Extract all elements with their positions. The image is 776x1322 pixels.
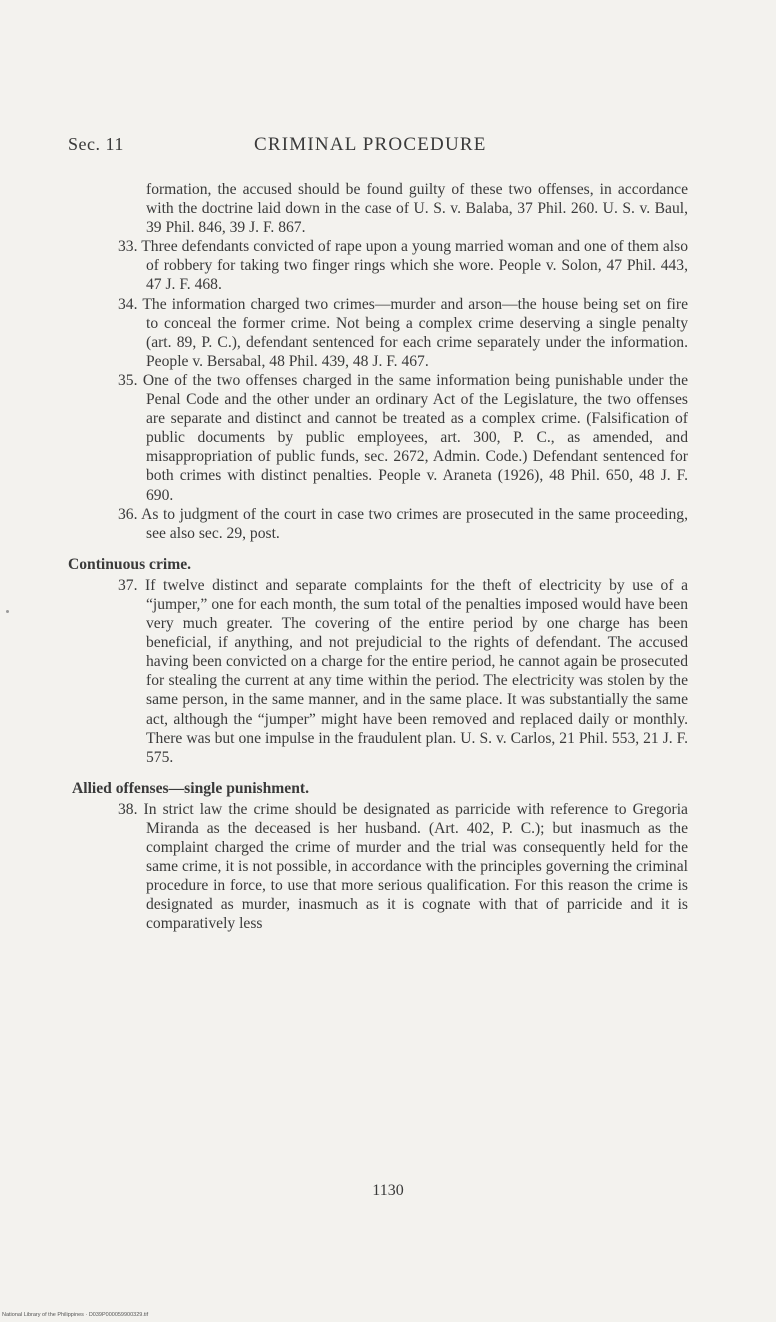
scan-footer: National Library of the Philippines · D039P000059900329.tif [2,1312,149,1318]
running-title: CRIMINAL PROCEDURE [254,134,487,155]
item-text: As to judgment of the court in case two crimes are prosecuted in the same proceeding, see also sec. 29, post. [141,505,688,542]
numbered-paragraph-36 [68,505,688,543]
page-number: 1130 [372,1182,404,1199]
body-text [68,180,688,934]
item-number: 33. [118,238,138,256]
item-number: 36. [118,505,138,523]
continuation-paragraph: formation, the accused should be found guilty of these two offenses, in accordance with the doctrine laid down in the case of U. S. v. Balaba, 37 Phil. 260. U. S. v. Baul, 39 Phil. 846, 39 J. F. 867. [146,181,688,237]
section-heading-allied-offenses: Allied offenses—single punishment. [72,779,309,797]
item-text: The information charged two crimes—murder and arson—the house being set on fire to conceal the former crime. Not being a complex crime deserving a single penalty (art. 89, P. C.), defendant sentenced for each crime separately under the information. People v. Bersabal, 48 Phil. 439, 48 J. F. 467. [142,295,688,370]
running-header [68,134,688,160]
numbered-paragraph-38 [68,800,688,934]
item-text: One of the two offenses charged in the same information being punishable under the Penal Code and the other under an ordinary Act of the Legislature, the two offenses are separate and distinct and cannot be treated as a complex crime. (Falsification of public documents by public employees, art. 300, P. C., as amended, and misappropriation of public funds, sec. 2672, Admin. Code.) Defendant sentenced for both crimes with distinct penalties. People v. Araneta (1926), 48 Phil. 650, 48 J. F. 690. [142,371,688,504]
item-text: Three defendants convicted of rape upon a young married woman and one of them also of robbery for taking two finger rings which she wore. People v. Solon, 47 Phil. 443, 47 J. F. 468. [141,238,688,294]
item-number: 34. [118,295,138,313]
scan-speck [6,610,9,613]
item-text: In strict law the crime should be designated as parricide with reference to Gregoria Miranda as the deceased is her husband. (Art. 402, P. C.); but inasmuch as the complaint charged the crime of murder and the trial was consequently held for the same crime, it is not possible, in accordance with the principles governing the criminal procedure in force, to use that more serious qualification. For this reason the crime is designated as murder, inasmuch as it is cognate with that of parricide and it is comparatively less [143,800,688,933]
numbered-paragraph-34 [68,295,688,371]
item-number: 37. [118,576,138,594]
section-label: Sec. 11 [68,134,124,154]
numbered-paragraph-37 [68,576,688,767]
item-number: 38. [118,800,138,818]
numbered-paragraph-35 [68,371,688,505]
numbered-paragraph-33 [68,237,688,294]
item-text: If twelve distinct and separate complaints for the theft of electricity by use of a “jumper,” one for each month, the sum total of the penalties imposed would have been very much greater. The covering of the entire period by one charge has been beneficial, if anything, and not prejudicial to the rights of defendant. The accused having been convicted on a charge for the entire period, he cannot again be prosecuted for stealing the current at any time within the period. The electricity was stolen by the same person, in the same manner, and in the same place. It was substantially the same act, although the “jumper” might have been removed and replaced daily or monthly. There was but one impulse in the fraudulent plan. U. S. v. Carlos, 21 Phil. 553, 21 J. F. 575. [145,576,688,766]
item-number: 35. [118,371,138,389]
section-heading-continuous-crime: Continuous crime. [68,555,192,573]
